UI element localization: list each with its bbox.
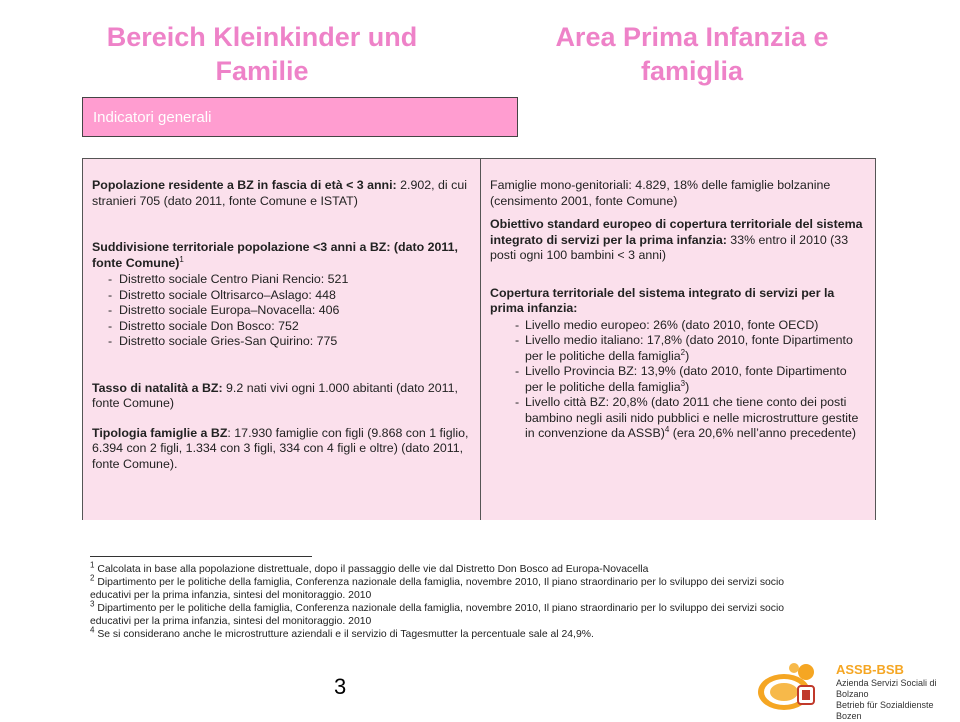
page-title-italian: Area Prima Infanzia e famiglia [555,22,829,86]
footnote-1: $^1$ Calcolata in base alla popolazione distrettuale, dopo il passaggio delle vie dal Distretto Don Bosco ad Europa-Novacella [90,560,649,575]
eu-target-text: 33% entro il 2010 (33 posti ogni 100 bambini < 3 anni) [490,232,849,262]
district-split-label: Suddivisione territoriale popolazione <3 anni a BZ: (dato 2011, fonte Comune) [92,240,458,270]
district-split-heading [92,240,472,271]
family-type-block [92,426,472,473]
district-item: - Distretto sociale Europa–Novacella: 406 [92,303,472,319]
family-type-label: Tipologia famiglie a BZ [92,425,228,440]
assb-logo [754,662,954,721]
coverage-item-province: - Livello Provincia BZ: 13,9% (dato 2010, fonte Dipartimento per le politiche della famiglia$^3$) [490,364,867,395]
footnote-3: $^3$ Dipartimento per le politiche della famiglia, Conferenza nazionale della famiglia, novembre 2010, Il piano straordinario per lo sviluppo dei servizi socio educativi per la prima infanzia, sintesi del monitoraggio. 2010 [90,599,785,627]
logo-brand: ASSB-BSB [836,662,904,677]
footnote-ref-3: 3 [680,378,686,388]
page-title-german: Bereich Kleinkinder und Familie [106,22,418,86]
coverage-item-city: - Livello città BZ: 20,8% (dato 2011 che tiene conto dei posti bambino negli asili nido pubblici e nelle microstrutture gestite in convenzione da ASSB)$^4$ (era 20,6% nell’anno precedente) [490,395,867,442]
birth-rate-label: Tasso di natalità a BZ: [92,380,223,395]
section-header: Indicatori generali [82,97,518,137]
district-item: - Distretto sociale Don Bosco: 752 [92,319,472,335]
eu-target-block [490,217,867,264]
logo-line-german: Betrieb für Sozialdienste Bozen [836,700,934,721]
coverage-list [490,318,867,442]
footnote-4: $^4$ Se si considerano anche le microstrutture aziendali e il servizio di Tagesmutter la percentuale sale al 24,9%. [90,625,594,640]
coverage-item-europe: - Livello medio europeo: 26% (dato 2010, fonte OECD) [490,318,867,334]
footnote-divider [90,556,312,557]
footnote-ref-2: 2 [680,347,686,357]
eu-target-label: Obiettivo standard europeo di copertura territoriale del sistema integrato di servizi per la prima infanzia: [490,217,863,247]
assb-logo-icon [754,662,834,714]
district-item: - Distretto sociale Centro Piani Rencio: 521 [92,272,472,288]
footnote-ref-4: 4 [664,424,670,434]
assb-logo-text [836,662,954,722]
footnote-ref-1: 1 [179,254,184,264]
footnote-2: $^2$ Dipartimento per le politiche della famiglia, Conferenza nazionale della famiglia, novembre 2010, Il piano straordinario per lo sviluppo dei servizi socio educativi per la prima infanzia, sintesi del monitoraggio. 2010 [90,573,785,601]
district-item: - Distretto sociale Gries-San Quirino: 775 [92,334,472,350]
district-list [92,272,472,350]
coverage-heading [490,286,867,317]
coverage-item-italy: - Livello medio italiano: 17,8% (dato 2010, fonte Dipartimento per le politiche della famiglia$^2$) [490,333,867,364]
single-parent-text: Famiglie mono-genitoriali: 4.829, 18% delle famiglie bolzanine (censimento 2001, fonte Comune) [490,178,831,208]
population-block [92,178,472,209]
birth-rate-text: 9.2 nati vivi ogni 1.000 abitanti (dato 2011, fonte Comune) [92,380,458,410]
family-type-text: : 17.930 famiglie con figli (9.868 con 1 figlio, 6.394 con 2 figli, 1.334 con 3 figli, 334 con 4 figli e oltre) (dato 2011, fonte Comune). [92,425,469,471]
population-label: Popolazione residente a BZ in fascia di età < 3 anni: [92,178,397,192]
logo-line-italian: Azienda Servizi Sociali di Bolzano [836,678,937,699]
footnotes [90,560,810,641]
coverage-label: Copertura territoriale del sistema integrato di servizi per la prima infanzia: [490,285,835,315]
indicators-right-column [480,159,876,520]
indicators-table [82,158,876,520]
birth-rate-block [92,381,472,412]
district-item: - Distretto sociale Oltrisarco–Aslago: 448 [92,288,472,304]
population-text: 2.902, di cui stranieri 705 (dato 2011, fonte Comune e ISTAT) [92,178,467,208]
page-number: 3 [334,674,347,699]
indicators-left-column [82,159,480,520]
